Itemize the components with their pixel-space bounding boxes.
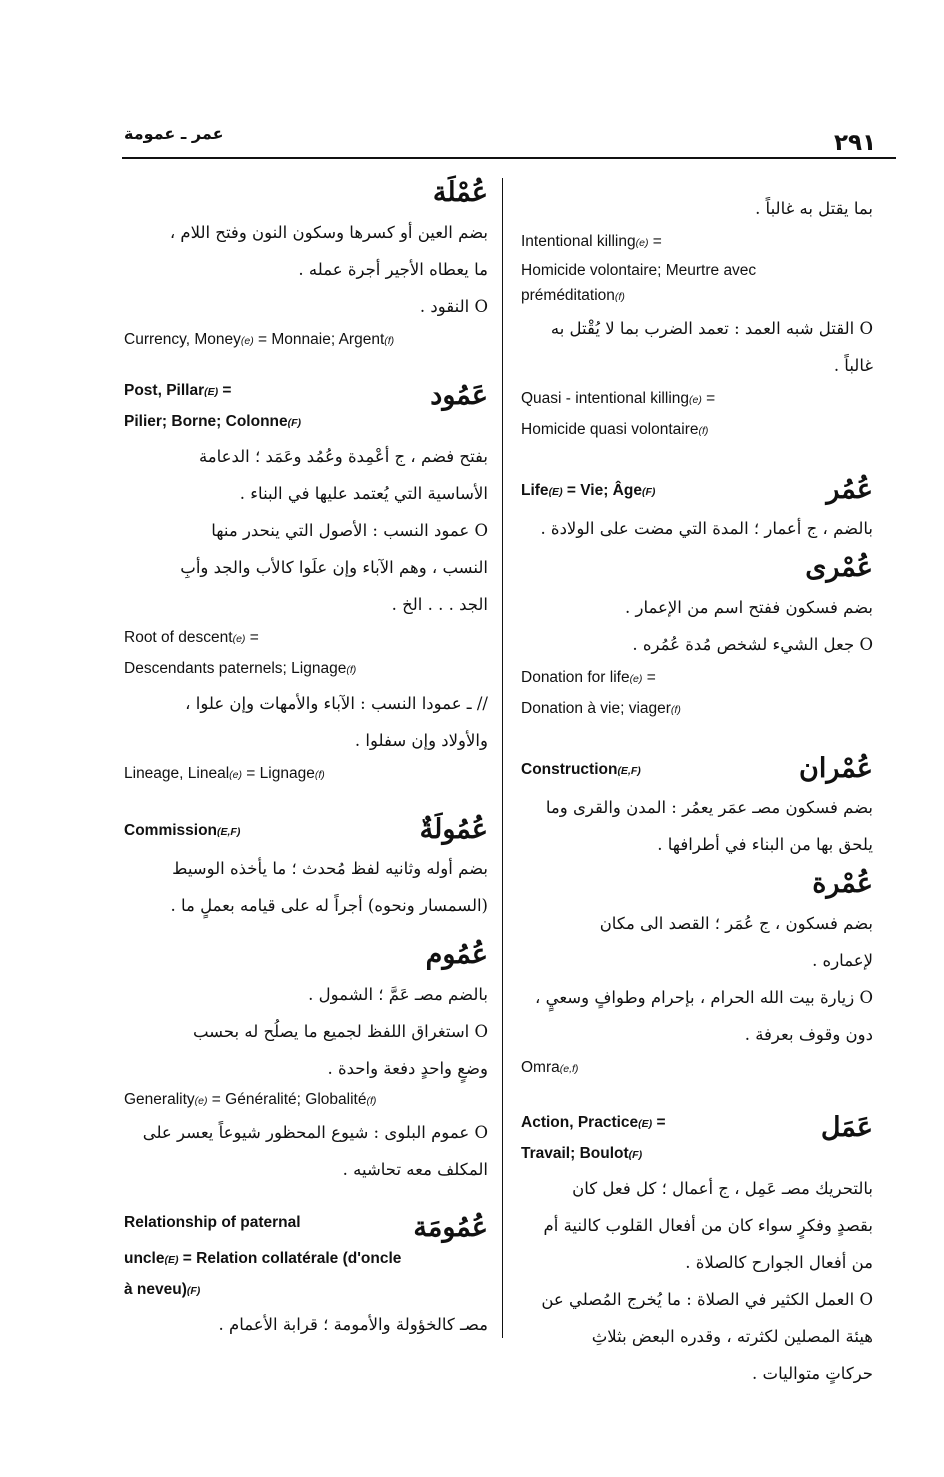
french-translation: Descendants paternels; Lignage(f)	[124, 660, 357, 677]
english-headword: Relationship of paternal	[124, 1214, 301, 1231]
arabic-definition: O زيارة بيت الله الحرام ، بإحرام وطوافٍ وسعيٍ ،	[535, 988, 873, 1007]
arabic-definition: الجد . . . الخ .	[391, 595, 488, 614]
arabic-definition: والأولاد وإن سفلوا .	[354, 731, 488, 750]
entry-amal	[521, 1108, 873, 1392]
entry-umla	[124, 172, 488, 356]
arabic-definition: من أفعال الجوارح كالصلاة .	[685, 1253, 873, 1272]
entry-umula	[124, 810, 488, 924]
arabic-definition: بما يقتل به غالباً .	[755, 199, 873, 218]
arabic-definition: O جعل الشيء لشخص مُدة عُمُره .	[632, 635, 873, 654]
arabic-definition: مصـ كالخؤولة والأمومة ؛ قرابة الأعمام .	[218, 1315, 488, 1334]
arabic-definition: وضعٍ واحدٍ دفعة واحدة .	[327, 1059, 488, 1078]
header-rule	[122, 157, 896, 159]
entry-amud	[124, 376, 488, 790]
arabic-definition: // ـ عمودا النسب : الآباء والأمهات وإن علوا ،	[185, 694, 488, 713]
english-translation: Lineage, Lineal(e) = Lignage(f)	[124, 765, 325, 782]
arabic-definition: بالتحريك مصـ عَمِل ، ج أعمال ؛ كل فعل كان	[572, 1179, 873, 1198]
arabic-definition: O عمود النسب : الأصول التي ينحدر منها	[211, 521, 488, 540]
french-translation: Homicide quasi volontaire(f)	[521, 421, 709, 438]
headword: عُمُومَة	[413, 1212, 488, 1243]
headword: عُمُولَةٌ	[419, 814, 488, 845]
headword: عُمْرة	[812, 868, 873, 899]
arabic-definition: بضم فسكون مصـ عمَر يعمُر : المدن والقرى وما	[545, 798, 873, 817]
arabic-definition: بالضم ، ج أعمار ؛ المدة التي مضت على الولادة .	[540, 519, 873, 538]
arabic-definition: بقصدٍ وفكرٍ سواء كان من أفعال القلوب كالنية أم	[543, 1216, 873, 1235]
english-translation: Generality(e) = Généralité; Globalité(f)	[124, 1091, 377, 1108]
headword: عَمُود	[430, 380, 488, 411]
english-headword: Construction(E,F)	[521, 761, 641, 778]
headword: عُمُوم	[425, 939, 488, 970]
english-headword: Post, Pillar(E) = Pilier; Borne; Colonne(F)	[124, 382, 302, 430]
entry-amd-continued	[521, 190, 873, 446]
french-translation: Donation à vie; viager(f)	[521, 700, 681, 717]
arabic-definition: بضم العين أو كسرها وسكون النون وفتح اللام ،	[169, 223, 488, 242]
english-headword: Commission(E,F)	[124, 822, 241, 839]
arabic-definition: غالباً .	[833, 356, 873, 375]
arabic-definition: ما يعطاه الأجير أجرة عمله .	[298, 260, 488, 279]
headword: عُمْرى	[805, 552, 873, 583]
arabic-definition: O استغراق اللفظ لجميع ما يصلُح له بحسب	[192, 1022, 488, 1041]
entry-umra	[521, 863, 873, 1084]
entry-umran	[521, 749, 873, 863]
arabic-definition: O النقود .	[419, 297, 488, 316]
headword: عُمْلَة	[432, 177, 488, 208]
arabic-definition: النسب ، وهم الآباء وإن علَوا كالأب والجد وأبِ	[180, 558, 488, 577]
arabic-definition: O عموم البلوى : شيوع المحظور شيوعاً يعسر على	[142, 1123, 488, 1142]
headword: عُمُر	[826, 474, 873, 505]
arabic-definition: بالضم مصـ عَمَّ ؛ الشمول .	[308, 985, 488, 1004]
left-column	[124, 172, 488, 1343]
entry-umra-donation	[521, 547, 873, 725]
right-column	[521, 190, 873, 1392]
english-headword: Action, Practice(E) = Travail; Boulot(F)	[521, 1114, 666, 1162]
arabic-definition: لإعماره .	[812, 951, 873, 970]
page-number: ٢٩١	[834, 130, 877, 156]
column-divider	[502, 178, 503, 1338]
english-translation: Donation for life(e) =	[521, 669, 656, 686]
english-headword: uncle(E) = Relation collatérale (d'oncle à neveu)(F)	[124, 1250, 402, 1298]
headword: عُمْران	[799, 753, 873, 784]
arabic-definition: (السمسار ونحوه) أجراً له على قيامه بعملٍ ما .	[170, 896, 488, 915]
entry-umur	[521, 470, 873, 547]
english-headword: Life(E) = Vie; Âge(F)	[521, 482, 656, 499]
arabic-definition: O العمل الكثير في الصلاة : ما يُخرج المُصلي عن	[541, 1290, 873, 1309]
arabic-definition: بضم فسكون ، ج عُمَر ؛ القصد الى مكان	[599, 914, 873, 933]
arabic-definition: بفتح فضم ، ج أعْمِدة وعُمُد وعَمَد ؛ الدعامة	[198, 447, 488, 466]
arabic-definition: الأساسية التي يُعتمد عليها في البناء .	[239, 484, 488, 503]
arabic-definition: بضم أوله وثانيه لفظ مُحدث ؛ ما يأخذه الوسيط	[172, 859, 488, 878]
arabic-definition: دون وقوف بعرفة .	[744, 1025, 873, 1044]
running-head: عمر ـ عمومة	[124, 124, 224, 143]
arabic-definition: O القتل شبه العمد : تعمد الضرب بما لا يُقْتل به	[550, 319, 873, 338]
entry-umum	[124, 934, 488, 1188]
headword: عَمَل	[820, 1112, 873, 1143]
arabic-definition: حركاتٍ متواليات .	[752, 1364, 873, 1383]
english-translation: Intentional killing(e) =	[521, 233, 662, 250]
arabic-definition: هيئة المصلين لكثرته ، وقدره البعض بثلاثِ	[591, 1327, 873, 1346]
arabic-definition: المكلف معه تحاشيه .	[342, 1160, 488, 1179]
english-translation: Root of descent(e) =	[124, 629, 259, 646]
french-translation: Homicide volontaire; Meurtre avec préméditation(f)	[521, 262, 757, 304]
english-translation: Currency, Money(e) = Monnaie; Argent(f)	[124, 331, 395, 348]
english-translation: Omra(e,f)	[521, 1059, 579, 1076]
entry-umuma	[124, 1208, 488, 1343]
english-translation: Quasi - intentional killing(e) =	[521, 390, 716, 407]
arabic-definition: بضم فسكون ففتح اسم من الإعمار .	[625, 598, 873, 617]
arabic-definition: يلحق بها من البناء في أطرافها .	[657, 835, 873, 854]
